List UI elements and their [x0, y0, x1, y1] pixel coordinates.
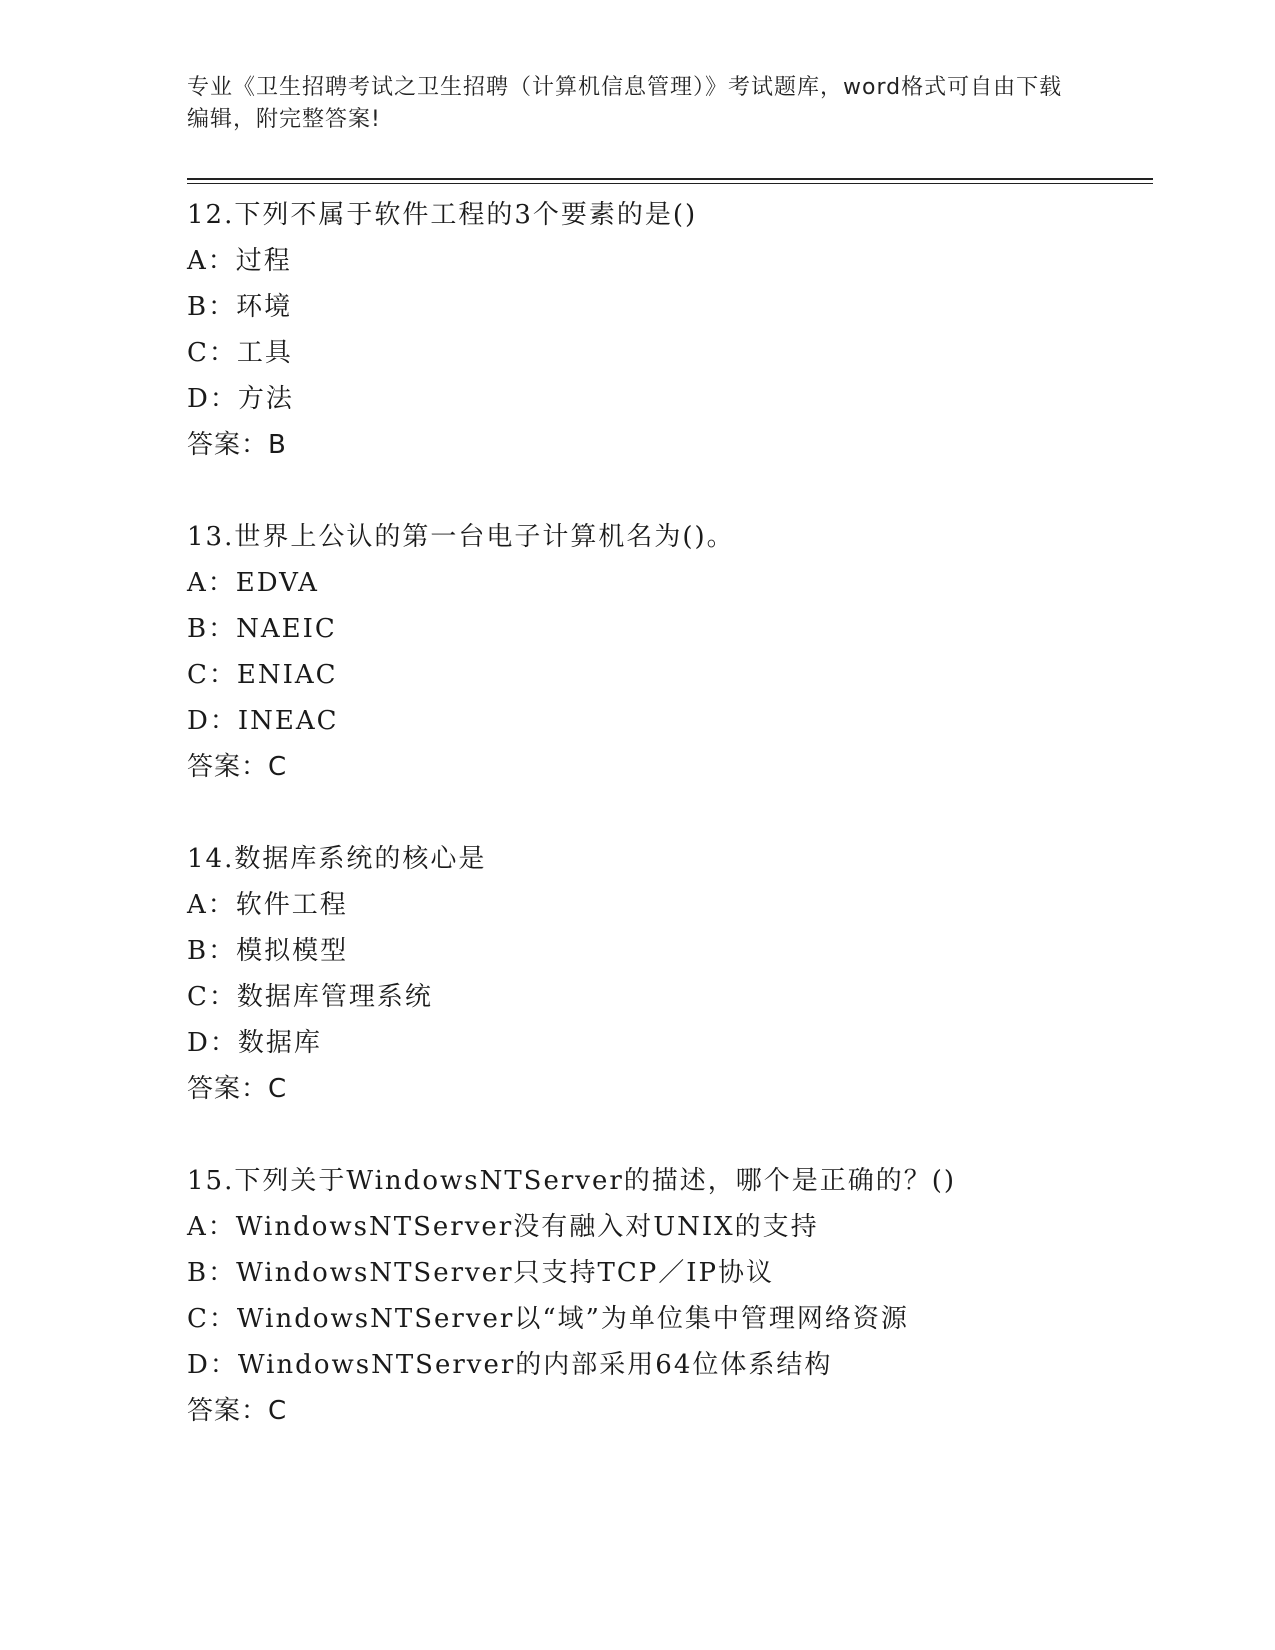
question-12	[187, 192, 1153, 468]
question-list	[187, 192, 1153, 1480]
option-b: B：环境	[187, 292, 293, 322]
option-d: D：方法	[187, 384, 294, 414]
option-b: B：WindowsNTServer只支持TCP／IP协议	[187, 1258, 775, 1288]
question-title: 13.世界上公认的第一台电子计算机名为()。	[187, 522, 735, 552]
question-title: 15.下列关于WindowsNTServer的描述，哪个是正确的？()	[187, 1166, 957, 1196]
question-15	[187, 1158, 1153, 1434]
option-a: A：软件工程	[187, 890, 348, 920]
option-c: C：工具	[187, 338, 293, 368]
header-divider-thick	[187, 178, 1153, 180]
question-title: 14.数据库系统的核心是	[187, 844, 487, 874]
question-title: 12.下列不属于软件工程的3个要素的是()	[187, 200, 698, 230]
option-a: A：WindowsNTServer没有融入对UNIX的支持	[187, 1212, 819, 1242]
option-b: B：模拟模型	[187, 936, 349, 966]
option-b: B：NAEIC	[187, 614, 337, 644]
answer: 答案：C	[187, 1074, 288, 1104]
option-c: C：ENIAC	[187, 660, 338, 690]
option-a: A：EDVA	[187, 568, 319, 598]
option-c: C：WindowsNTServer以“域”为单位集中管理网络资源	[187, 1304, 909, 1334]
option-c: C：数据库管理系统	[187, 982, 433, 1012]
option-d: D：INEAC	[187, 706, 339, 736]
option-a: A：过程	[187, 246, 292, 276]
option-d: D：WindowsNTServer的内部采用64位体系结构	[187, 1350, 833, 1380]
header-divider-thin	[187, 183, 1153, 184]
question-13	[187, 514, 1153, 790]
document-intro: 专业《卫生招聘考试之卫生招聘（计算机信息管理）》考试题库，word格式可自由下载编辑，附完整答案!	[187, 75, 1063, 132]
option-d: D：数据库	[187, 1028, 322, 1058]
question-14	[187, 836, 1153, 1112]
answer: 答案：C	[187, 1396, 288, 1426]
answer: 答案：B	[187, 430, 287, 460]
answer: 答案：C	[187, 752, 288, 782]
